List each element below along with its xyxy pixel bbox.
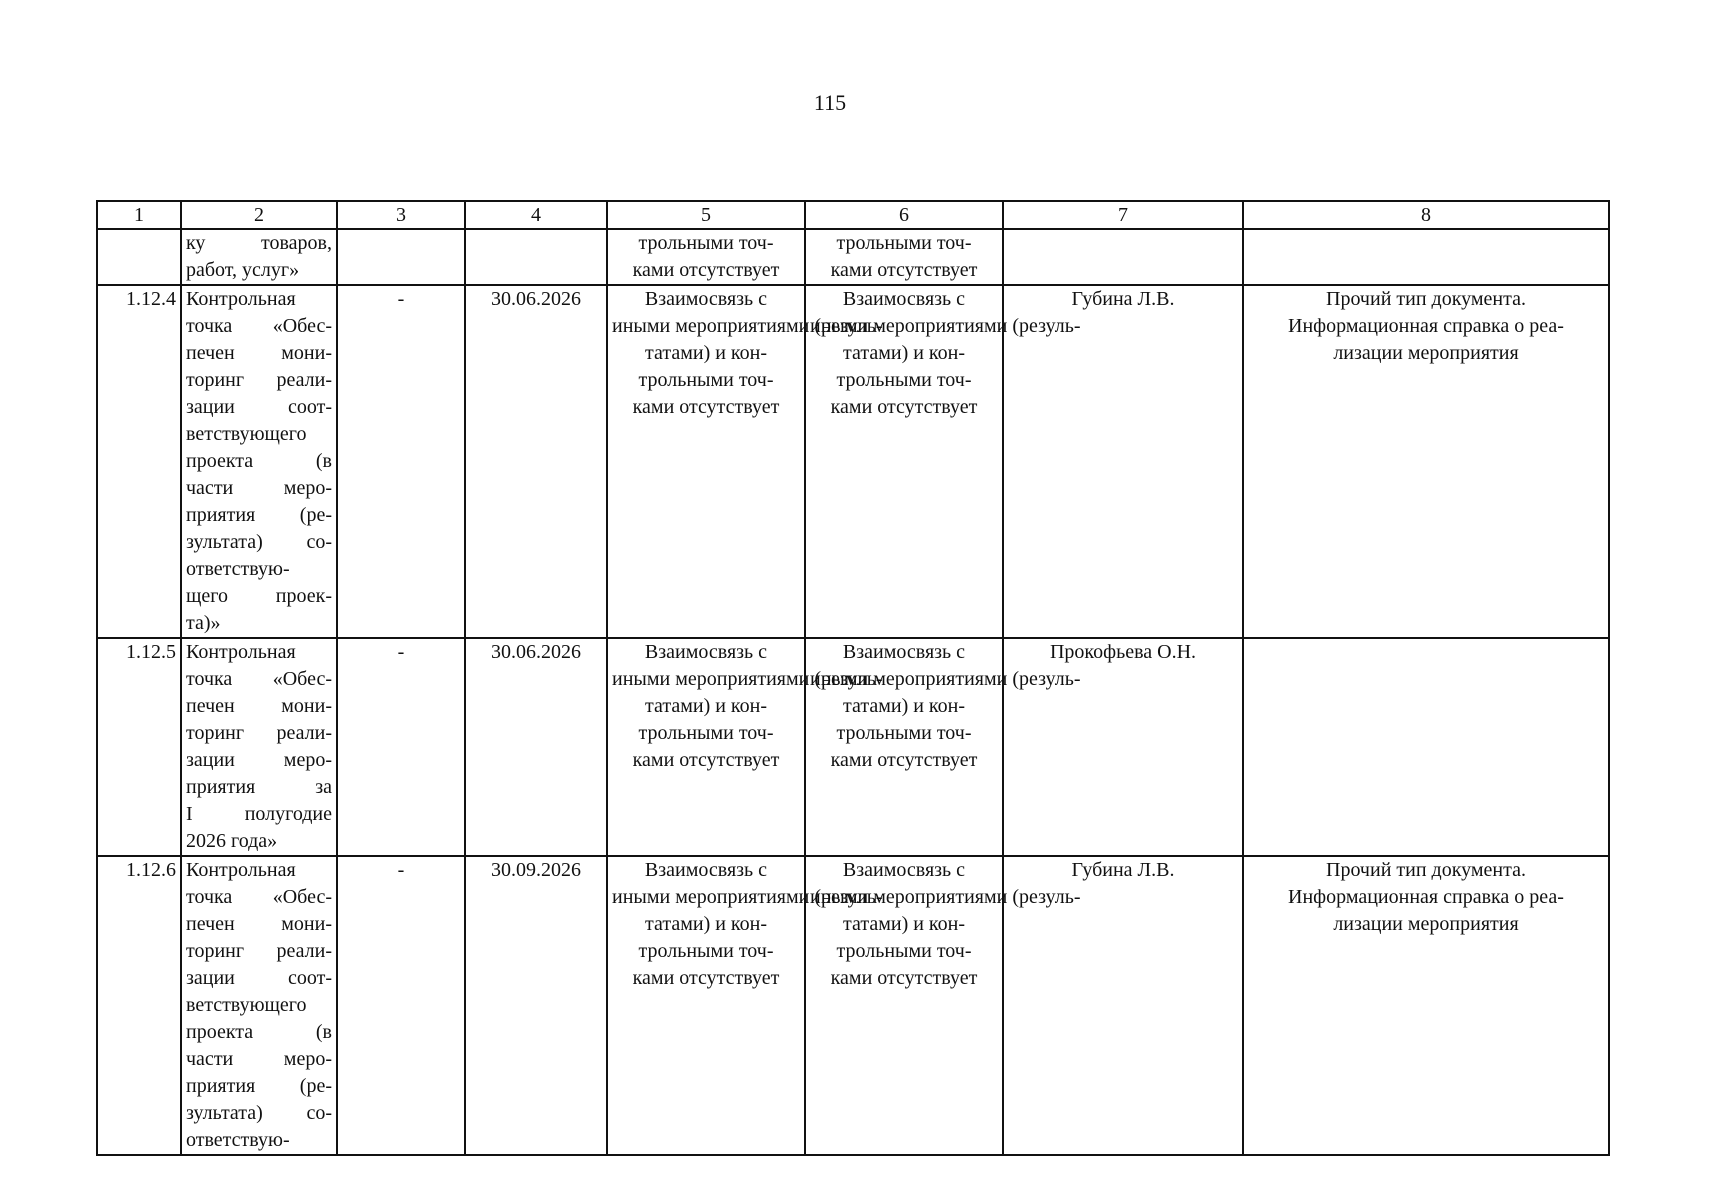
cell-line: трольными точ- xyxy=(638,232,774,254)
header-cell: 8 xyxy=(1243,201,1609,229)
relation-cell xyxy=(607,229,805,285)
cell-line: зультата) со- xyxy=(186,1102,332,1124)
date-cell xyxy=(465,229,607,285)
cell-line: ками отсутствует xyxy=(830,967,978,989)
cell-line: приятия за xyxy=(186,776,332,798)
column-3-cell xyxy=(337,229,465,285)
table-row xyxy=(97,229,1609,285)
cell-line: ками отсутствует xyxy=(830,259,978,281)
cell-line: ками отсутствует xyxy=(632,749,780,771)
row-number-cell xyxy=(97,229,181,285)
cell-line: та)» xyxy=(186,612,221,634)
cell-line: татами) и кон- xyxy=(843,695,965,717)
cell-line: Информационная справка о реа- xyxy=(1288,315,1564,337)
header-cell: 2 xyxy=(181,201,337,229)
cell-line: трольными точ- xyxy=(836,369,972,391)
cell-line: торинг реали- xyxy=(186,722,332,744)
relation-cell xyxy=(607,638,883,856)
cell-line: точка «Обес- xyxy=(186,886,332,908)
cell-line: печен мони- xyxy=(186,913,332,935)
cell-line: Взаимосвязь с xyxy=(644,859,768,881)
cell-line: торинг реали- xyxy=(186,369,332,391)
cell-line: татами) и кон- xyxy=(645,913,767,935)
cell-line: трольными точ- xyxy=(836,232,972,254)
event-name-cell xyxy=(181,856,337,1155)
cell-line: трольными точ- xyxy=(836,722,972,744)
cell-line: иными мероприятиями (резуль- xyxy=(612,668,883,690)
cell-line: Контрольная xyxy=(186,288,296,310)
cell-line: Взаимосвязь с xyxy=(644,641,768,663)
cell-line: зации соот- xyxy=(186,967,332,989)
column-3-cell: - xyxy=(337,285,465,638)
cell-line: зации соот- xyxy=(186,396,332,418)
cell-line: лизации мероприятия xyxy=(1333,342,1519,364)
cell-line: точка «Обес- xyxy=(186,668,332,690)
cell-line: иными мероприятиями (резуль- xyxy=(810,668,1081,690)
row-number-cell: 1.12.6 xyxy=(97,856,181,1155)
cell-line: трольными точ- xyxy=(638,722,774,744)
column-3-cell: - xyxy=(337,638,465,856)
cell-line: ками отсутствует xyxy=(632,259,780,281)
event-name-cell xyxy=(181,229,337,285)
document-type-cell xyxy=(1243,229,1609,285)
cell-line: точка «Обес- xyxy=(186,315,332,337)
cell-line: иными мероприятиями (резуль- xyxy=(810,886,1081,908)
responsible-cell: Прокофьева О.Н. xyxy=(1003,638,1243,856)
cell-line: татами) и кон- xyxy=(843,342,965,364)
cell-line: ку товаров, xyxy=(186,232,332,254)
header-cell: 5 xyxy=(607,201,805,229)
cell-line: Информационная справка о реа- xyxy=(1288,886,1564,908)
relation-cell xyxy=(607,856,883,1155)
responsible-cell: Губина Л.В. xyxy=(1003,856,1243,1155)
cell-line: 2026 года» xyxy=(186,830,278,852)
cell-line: ветствующего xyxy=(186,423,307,445)
page-number: 115 xyxy=(813,90,847,115)
cell-line: приятия (ре- xyxy=(186,504,332,526)
cell-line: ответствую- xyxy=(186,558,290,580)
cell-line: проекта (в xyxy=(186,450,332,472)
table-row xyxy=(97,638,1609,856)
table-row xyxy=(97,285,1609,638)
relation-cell-2 xyxy=(805,229,1003,285)
cell-line: трольными точ- xyxy=(638,940,774,962)
cell-line: Прочий тип документа. xyxy=(1326,859,1526,881)
cell-line: торинг реали- xyxy=(186,940,332,962)
cell-line: щего проек- xyxy=(186,585,332,607)
responsible-cell xyxy=(1003,229,1243,285)
cell-line: иными мероприятиями (резуль- xyxy=(612,315,883,337)
cell-line: Взаимосвязь с xyxy=(842,288,966,310)
cell-line: части меро- xyxy=(186,1048,332,1070)
cell-line: зации меро- xyxy=(186,749,332,771)
cell-line: ками отсутствует xyxy=(830,749,978,771)
cell-line: проекта (в xyxy=(186,1021,332,1043)
date-cell: 30.06.2026 xyxy=(465,638,607,856)
cell-line: Прочий тип документа. xyxy=(1326,288,1526,310)
date-cell: 30.09.2026 xyxy=(465,856,607,1155)
relation-cell-2 xyxy=(805,856,1081,1155)
cell-line: татами) и кон- xyxy=(843,913,965,935)
row-number-cell: 1.12.4 xyxy=(97,285,181,638)
relation-cell xyxy=(607,285,883,638)
header-cell: 3 xyxy=(337,201,465,229)
cell-line: части меро- xyxy=(186,477,332,499)
column-3-cell: - xyxy=(337,856,465,1155)
cell-line: иными мероприятиями (резуль- xyxy=(612,886,883,908)
cell-line: работ, услуг» xyxy=(186,259,300,281)
cell-line: I полугодие xyxy=(186,803,332,825)
events-table xyxy=(96,200,1610,1156)
row-number-cell: 1.12.5 xyxy=(97,638,181,856)
header-cell: 1 xyxy=(97,201,181,229)
table-row xyxy=(97,856,1609,1155)
relation-cell-2 xyxy=(805,285,1081,638)
cell-line: иными мероприятиями (резуль- xyxy=(810,315,1081,337)
responsible-cell: Губина Л.В. xyxy=(1003,285,1243,638)
cell-line: лизации мероприятия xyxy=(1333,913,1519,935)
date-cell: 30.06.2026 xyxy=(465,285,607,638)
header-cell: 4 xyxy=(465,201,607,229)
cell-line: зультата) со- xyxy=(186,531,332,553)
cell-line: Контрольная xyxy=(186,641,296,663)
header-row xyxy=(97,201,1609,229)
cell-line: татами) и кон- xyxy=(645,695,767,717)
cell-line: ками отсутствует xyxy=(830,396,978,418)
document-type-cell xyxy=(1243,856,1609,1155)
document-type-cell xyxy=(1243,285,1609,638)
cell-line: ками отсутствует xyxy=(632,967,780,989)
cell-line: Взаимосвязь с xyxy=(842,641,966,663)
cell-line: татами) и кон- xyxy=(645,342,767,364)
cell-line: Взаимосвязь с xyxy=(644,288,768,310)
cell-line: Контрольная xyxy=(186,859,296,881)
cell-line: приятия (ре- xyxy=(186,1075,332,1097)
cell-line: ками отсутствует xyxy=(632,396,780,418)
event-name-cell xyxy=(181,285,337,638)
cell-line: трольными точ- xyxy=(638,369,774,391)
cell-line: печен мони- xyxy=(186,695,332,717)
header-cell: 6 xyxy=(805,201,1003,229)
cell-line: Взаимосвязь с xyxy=(842,859,966,881)
document-type-cell xyxy=(1243,638,1609,856)
relation-cell-2 xyxy=(805,638,1081,856)
cell-line: ответствую- xyxy=(186,1129,290,1151)
cell-line: трольными точ- xyxy=(836,940,972,962)
cell-line: ветствующего xyxy=(186,994,307,1016)
event-name-cell xyxy=(181,638,337,856)
cell-line: печен мони- xyxy=(186,342,332,364)
header-cell: 7 xyxy=(1003,201,1243,229)
